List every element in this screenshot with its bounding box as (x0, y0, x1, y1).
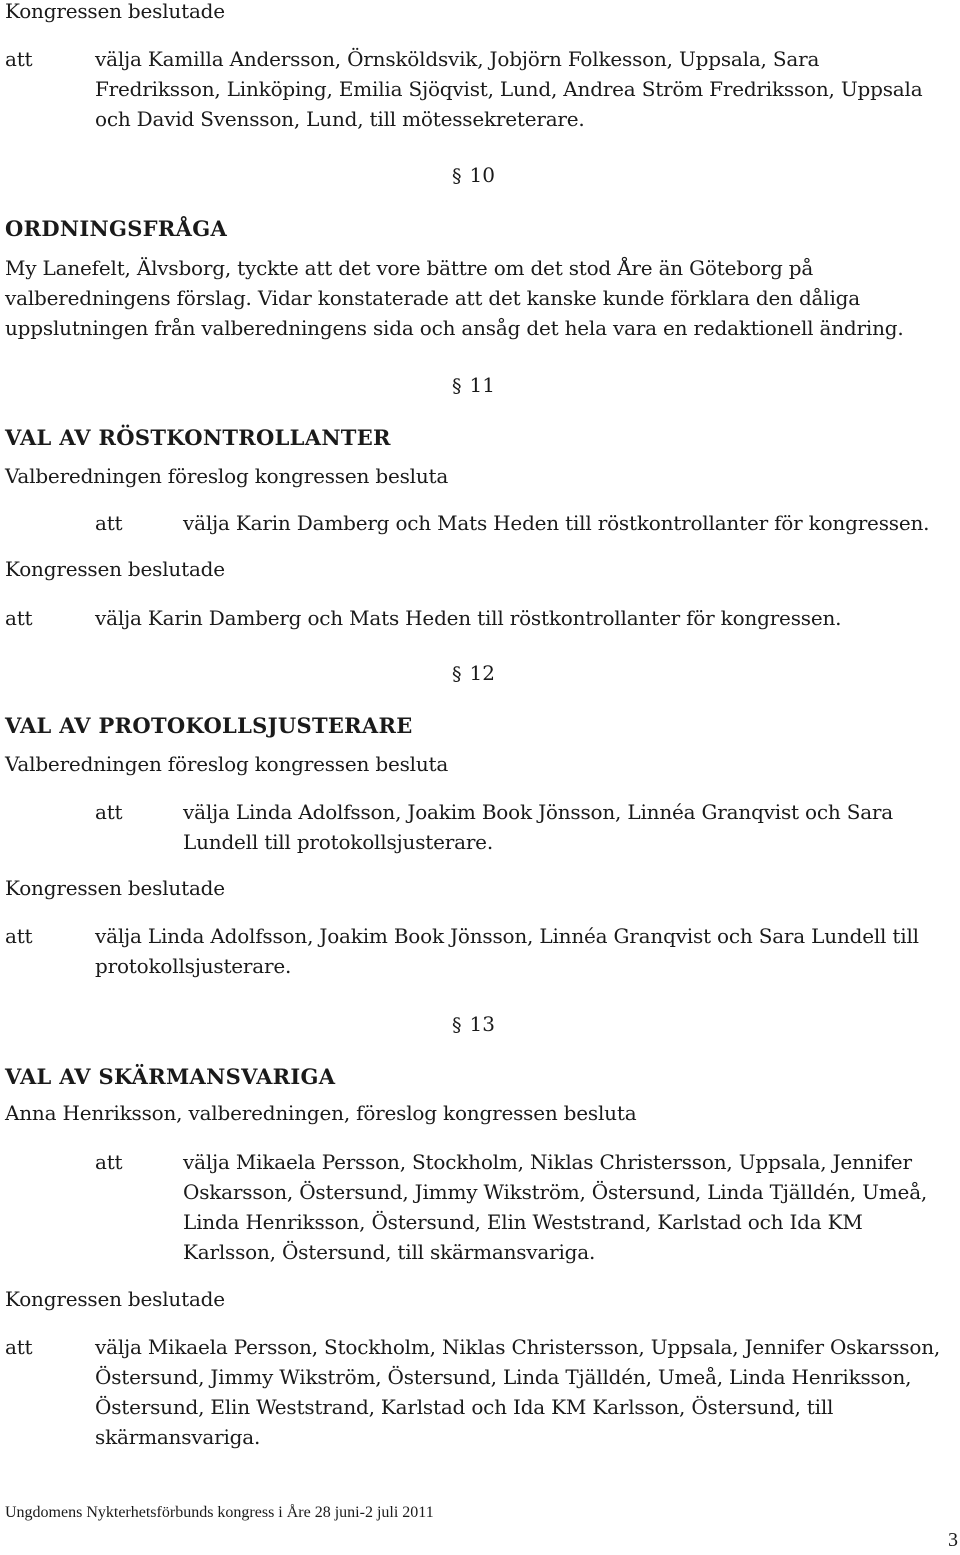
paragraph-sign: § (452, 375, 462, 397)
text-line: och David Svensson, Lund, till mötessekreterare. (95, 107, 585, 131)
text-line: protokollsjusterare. (95, 954, 292, 978)
page-number: 3 (948, 1529, 958, 1551)
text-line: Östersund, Elin Weststrand, Karlstad och Ida KM Karlsson, Östersund, till (95, 1395, 834, 1419)
paragraph-sign: § (452, 165, 462, 187)
paragraph-sign: § (452, 663, 462, 685)
section-number-value: 10 (469, 163, 495, 187)
att-label: att (95, 511, 123, 535)
text-line: välja Mikaela Persson, Stockholm, Niklas Christersson, Uppsala, Jennifer Oskarsson, (95, 1335, 941, 1359)
text-line: välja Kamilla Andersson, Örnsköldsvik, Jobjörn Folkesson, Uppsala, Sara (95, 47, 820, 71)
section-heading: VAL AV SKÄRMANSVARIGA (5, 1064, 336, 1089)
text-line: Oskarsson, Östersund, Jimmy Wikström, Östersund, Linda Tjälldén, Umeå, (183, 1180, 928, 1204)
section-number-value: 12 (469, 661, 495, 685)
proposal-intro: Valberedningen föreslog kongressen besluta (5, 464, 449, 488)
text-line: Lundell till protokollsjusterare. (183, 830, 493, 854)
text-line: välja Mikaela Persson, Stockholm, Niklas Christersson, Uppsala, Jennifer (183, 1150, 912, 1174)
section-number (452, 160, 495, 191)
section-number (452, 370, 495, 401)
text-line: valberedningens förslag. Vidar konstaterade att det kanske kunde förklara den dåliga (5, 286, 860, 310)
att-label: att (95, 800, 123, 824)
proposal-text: välja Karin Damberg och Mats Heden till röstkontrollanter för kongressen. (183, 511, 930, 535)
page-footer: Ungdomens Nykterhetsförbunds kongress i Åre 28 juni-2 juli 2011 (5, 1504, 434, 1521)
att-label: att (5, 606, 33, 630)
proposal-intro: Anna Henriksson, valberedningen, föreslog kongressen besluta (5, 1101, 637, 1125)
att-label: att (5, 1335, 33, 1359)
text-line: Karlsson, Östersund, till skärmansvariga. (183, 1240, 596, 1264)
text-line: välja Linda Adolfsson, Joakim Book Jönsson, Linnéa Granqvist och Sara Lundell till (95, 924, 919, 948)
att-label: att (95, 1150, 123, 1174)
section-number (452, 658, 495, 689)
section-heading: VAL AV PROTOKOLLSJUSTERARE (5, 713, 413, 738)
section-number-value: 13 (469, 1012, 495, 1036)
text-line: Fredriksson, Linköping, Emilia Sjöqvist, Lund, Andrea Ström Fredriksson, Uppsala (95, 77, 923, 101)
att-label: att (5, 924, 33, 948)
section-number (452, 1009, 495, 1040)
section-number-value: 11 (469, 373, 495, 397)
text-line: Linda Henriksson, Östersund, Elin Weststrand, Karlstad och Ida KM (183, 1210, 863, 1234)
decided-label: Kongressen beslutade (5, 557, 225, 581)
decided-label: Kongressen beslutade (5, 876, 225, 900)
decided-label: Kongressen beslutade (5, 0, 225, 23)
text-line: välja Linda Adolfsson, Joakim Book Jönsson, Linnéa Granqvist och Sara (183, 800, 894, 824)
att-label: att (5, 47, 33, 71)
proposal-intro: Valberedningen föreslog kongressen besluta (5, 752, 449, 776)
decision-text: välja Karin Damberg och Mats Heden till röstkontrollanter för kongressen. (95, 606, 842, 630)
section-heading: ORDNINGSFRÅGA (5, 216, 228, 241)
paragraph-sign: § (452, 1014, 462, 1036)
decided-label: Kongressen beslutade (5, 1287, 225, 1311)
text-line: skärmansvariga. (95, 1425, 261, 1449)
section-heading: VAL AV RÖSTKONTROLLANTER (5, 425, 391, 450)
text-line: uppslutningen från valberedningens sida och ansåg det hela vara en redaktionell ändring. (5, 316, 904, 340)
text-line: Östersund, Jimmy Wikström, Östersund, Linda Tjälldén, Umeå, Linda Henriksson, (95, 1365, 912, 1389)
text-line: My Lanefelt, Älvsborg, tyckte att det vore bättre om det stod Åre än Göteborg på (5, 256, 814, 280)
